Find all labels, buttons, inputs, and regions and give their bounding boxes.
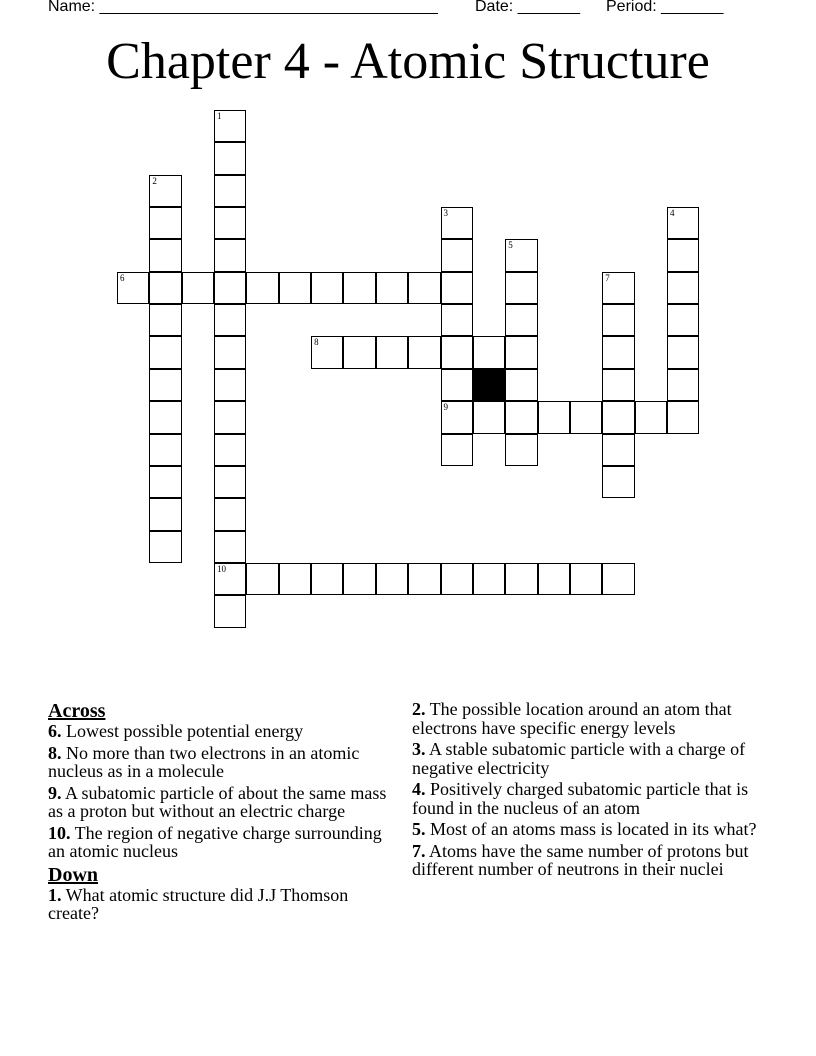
crossword-cell[interactable]: [214, 175, 246, 207]
crossword-cell[interactable]: [441, 563, 473, 595]
clue-text: Lowest possible potential energy: [61, 721, 304, 741]
crossword-cell[interactable]: [505, 563, 537, 595]
crossword-cell[interactable]: [602, 466, 634, 498]
crossword-cell[interactable]: [149, 369, 181, 401]
clue-text: Positively charged subatomic particle that is found in the nucleus of an atom: [412, 779, 749, 818]
clue-across-9: [48, 784, 388, 821]
crossword-cell[interactable]: [538, 401, 570, 433]
crossword-cell[interactable]: [602, 272, 634, 304]
clue-text: Atoms have the same number of protons but different number of neutrons in their nuclei: [412, 840, 749, 879]
crossword-cell[interactable]: [667, 239, 699, 271]
crossword-cell[interactable]: [441, 434, 473, 466]
crossword-cell[interactable]: [570, 563, 602, 595]
crossword-cell[interactable]: [279, 563, 311, 595]
cell-number: 4: [669, 208, 675, 219]
crossword-cell[interactable]: [602, 369, 634, 401]
cell-number: 3: [443, 208, 448, 219]
crossword-cell[interactable]: [343, 563, 375, 595]
crossword-cell[interactable]: [214, 142, 246, 174]
crossword-cell[interactable]: [214, 401, 246, 433]
crossword-cell[interactable]: [214, 110, 246, 142]
crossword-cell[interactable]: [441, 304, 473, 336]
crossword-cell[interactable]: [246, 563, 278, 595]
crossword-cell[interactable]: [602, 304, 634, 336]
crossword-cell[interactable]: [505, 336, 537, 368]
crossword-cell[interactable]: [376, 563, 408, 595]
crossword-cell[interactable]: [473, 401, 505, 433]
crossword-cell[interactable]: [441, 401, 473, 433]
crossword-cell[interactable]: [441, 207, 473, 239]
crossword-cell[interactable]: [505, 434, 537, 466]
crossword-cell[interactable]: [117, 272, 149, 304]
crossword-cell[interactable]: [149, 272, 181, 304]
clues-right-column: [412, 700, 777, 882]
crossword-cell[interactable]: [149, 498, 181, 530]
clue-text: A subatomic particle of about the same mass as a proton but without an electric charge: [48, 782, 387, 821]
crossword-cell[interactable]: [246, 272, 278, 304]
clue-number: 3.: [412, 739, 426, 759]
crossword-cell[interactable]: [473, 563, 505, 595]
crossword-cell[interactable]: [214, 466, 246, 498]
cell-number: 1: [217, 111, 222, 121]
crossword-cell[interactable]: [214, 498, 246, 530]
crossword-cell[interactable]: [505, 272, 537, 304]
cell-number: 10: [217, 563, 227, 574]
crossword-cell[interactable]: [149, 304, 181, 336]
crossword-cell[interactable]: [214, 595, 246, 627]
crossword-cell[interactable]: [279, 272, 311, 304]
date-field-label[interactable]: Date: _______: [475, 0, 580, 15]
crossword-cell[interactable]: [182, 272, 214, 304]
period-field-label[interactable]: Period: _______: [606, 0, 724, 15]
crossword-cell[interactable]: [149, 239, 181, 271]
cell-number: 7: [605, 272, 610, 283]
crossword-cell[interactable]: [311, 563, 343, 595]
crossword-cell[interactable]: [635, 401, 667, 433]
crossword-cell[interactable]: [214, 272, 246, 304]
crossword-cell[interactable]: [149, 466, 181, 498]
crossword-cell[interactable]: [376, 272, 408, 304]
crossword-cell[interactable]: [149, 401, 181, 433]
crossword-cell[interactable]: [311, 336, 343, 368]
crossword-cell[interactable]: [667, 369, 699, 401]
crossword-cell[interactable]: [214, 434, 246, 466]
crossword-cell[interactable]: [441, 336, 473, 368]
clue-number: 10.: [48, 822, 71, 843]
clue-down-2: [412, 700, 777, 737]
crossword-cell[interactable]: [441, 272, 473, 304]
crossword-cell[interactable]: [441, 369, 473, 401]
crossword-cell[interactable]: [149, 207, 181, 239]
crossword-cell[interactable]: [667, 401, 699, 433]
clue-text: A stable subatomic particle with a charge of negative electricity: [412, 739, 746, 778]
cell-number: 8: [314, 337, 319, 348]
clue-number: 7.: [412, 840, 426, 861]
clue-across-8: [48, 744, 388, 781]
clue-text: Most of an atoms mass is located in its what?: [425, 819, 757, 839]
clue-across-6: [48, 722, 388, 741]
crossword-cell[interactable]: [667, 272, 699, 304]
clue-text: The region of negative charge surrounding an atomic nucleus: [48, 822, 382, 861]
down-heading: Down: [48, 863, 99, 886]
clue-number: 2.: [412, 699, 426, 719]
crossword-cell[interactable]: [343, 336, 375, 368]
clue-number: 1.: [48, 884, 62, 905]
clue-text: No more than two electrons in an atomic nucleus as in a molecule: [48, 742, 360, 781]
name-field-label[interactable]: Name: ______________________________________: [48, 0, 438, 15]
crossword-cell[interactable]: [538, 563, 570, 595]
cell-number: 5: [508, 240, 513, 251]
crossword-cell[interactable]: [602, 563, 634, 595]
cell-number: 9: [443, 402, 448, 413]
crossword-cell[interactable]: [505, 369, 537, 401]
across-heading: Across: [48, 700, 106, 722]
crossword-cell[interactable]: [602, 401, 634, 433]
clue-number: 8.: [48, 742, 62, 763]
crossword-cell[interactable]: [214, 304, 246, 336]
crossword-cell[interactable]: [441, 239, 473, 271]
clue-across-10: [48, 824, 388, 861]
crossword-cell[interactable]: [311, 272, 343, 304]
clue-number: 6.: [48, 721, 62, 741]
crossword-cell[interactable]: [408, 272, 440, 304]
clue-down-3: [412, 740, 777, 777]
crossword-cell[interactable]: [214, 531, 246, 563]
crossword-cell[interactable]: [602, 434, 634, 466]
clue-down-1: [48, 886, 388, 923]
crossword-cell[interactable]: [505, 304, 537, 336]
crossword-cell[interactable]: [602, 336, 634, 368]
crossword-cell[interactable]: [149, 531, 181, 563]
clue-down-7: [412, 842, 777, 879]
crossword-cell[interactable]: [667, 304, 699, 336]
crossword-cell[interactable]: [214, 239, 246, 271]
clue-number: 5.: [412, 819, 426, 839]
crossword-cell[interactable]: [214, 336, 246, 368]
clue-text: The possible location around an atom that electrons have specific energy levels: [412, 699, 732, 738]
crossword-cell[interactable]: [214, 207, 246, 239]
crossword-cell[interactable]: [505, 401, 537, 433]
crossword-cell[interactable]: [214, 369, 246, 401]
crossword-cell[interactable]: [505, 239, 537, 271]
clue-number: 9.: [48, 782, 62, 803]
crossword-cell[interactable]: [408, 336, 440, 368]
crossword-cell[interactable]: [376, 336, 408, 368]
crossword-cell[interactable]: [214, 563, 246, 595]
crossword-cell[interactable]: [149, 336, 181, 368]
crossword-cell[interactable]: [570, 401, 602, 433]
clues-left-column: [48, 700, 388, 926]
crossword-cell[interactable]: [149, 434, 181, 466]
page-title: Chapter 4 - Atomic Structure: [106, 33, 710, 90]
cell-number: 6: [120, 272, 125, 283]
clue-text: What atomic structure did J.J Thomson create?: [48, 884, 349, 923]
crossword-cell[interactable]: [667, 336, 699, 368]
black-square: [473, 369, 505, 401]
crossword-cell[interactable]: [473, 336, 505, 368]
clue-down-4: [412, 780, 777, 817]
crossword-cell[interactable]: [343, 272, 375, 304]
crossword-cell[interactable]: [149, 175, 181, 207]
clue-down-5: [412, 820, 777, 839]
clue-number: 4.: [412, 779, 426, 799]
crossword-cell[interactable]: [667, 207, 699, 239]
cell-number: 2: [152, 175, 157, 186]
crossword-cell[interactable]: [408, 563, 440, 595]
